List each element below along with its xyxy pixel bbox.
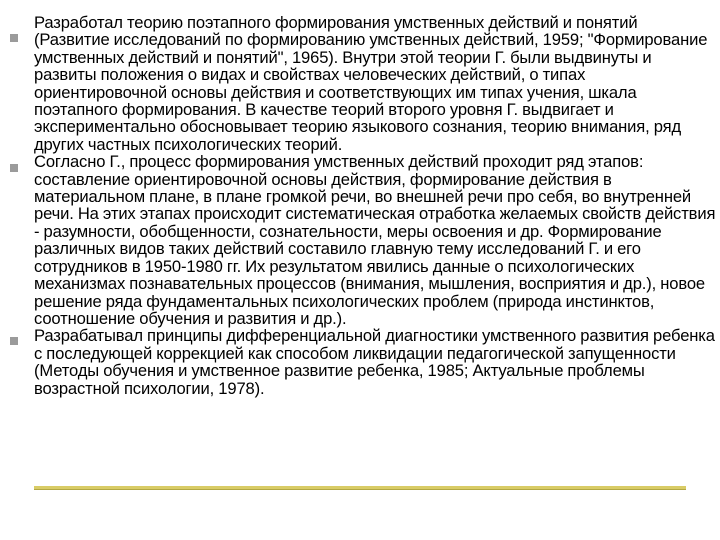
bullet-item <box>10 327 716 397</box>
square-bullet-icon <box>10 337 18 345</box>
bullet-item <box>10 14 716 153</box>
bullet-text: Разрабатывал принципы дифференциальной диагностики умственного развития ребенка с последующей коррекцией как способом ликвидации педагогической запущенности (Методы обучения и умственное развитие ребенка, 1985; Актуальные проблемы возрастной психологии, 1978). <box>34 326 715 398</box>
bullet-item <box>10 153 716 327</box>
footer-divider <box>34 486 686 490</box>
bullet-text: Согласно Г., процесс формирования умственных действий проходит ряд этапов: составление ориентировочной основы действия, формирование действия в материальном плане, в плане громкой речи, во внешней речи про себя, во внутренней речи. На этих этапах происходит систематическая отработка желаемых свойств действия - разумности, обобщенности, сознательности, меры освоения и др. Формирование различных видов таких действий составило главную тему исследований Г. и его сотрудников в 1950-1980 гг. Их результатом явились данные о психологических механизмах познавательных процессов (внимания, мышления, восприятия и др.), новое решение ряда фундаментальных психологических проблем (природа инстинктов, соотношение обучения и развития и др.). <box>34 152 716 328</box>
bullet-list <box>10 14 716 397</box>
bullet-text: Разработал теорию поэтапного формирования умственных действий и понятий (Развитие исследований по формированию умственных действий, 1959; "Формирование умственных действий и понятий", 1965). Внутри этой теории Г. были выдвинуты и развиты положения о видах и свойствах человеческих действий, о типах ориентировочной основы действия и соответствующих им типах учения, шкала поэтапного формирования. В качестве теорий второго уровня Г. выдвигает и экспериментально обосновывает теорию языкового сознания, теорию внимания, ряд других частных психологических теорий. <box>34 13 708 154</box>
square-bullet-icon <box>10 34 18 42</box>
square-bullet-icon <box>10 164 18 172</box>
